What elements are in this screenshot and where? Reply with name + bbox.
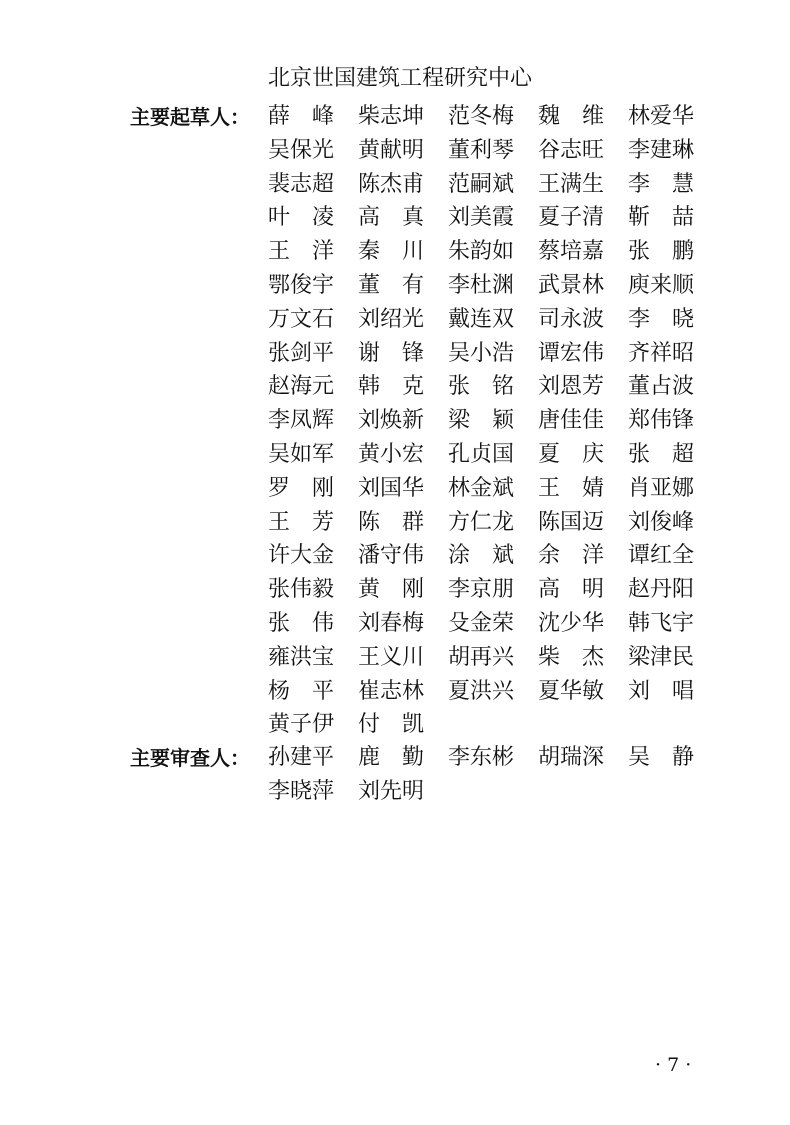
drafter-name: 林金斌 (448, 475, 514, 501)
drafters-list (268, 100, 718, 742)
drafters-label: 主要起草人： (130, 105, 250, 129)
drafter-name: 刘 唱 (628, 678, 694, 704)
drafter-name: 刘美霞 (448, 205, 514, 231)
reviewers-list (268, 741, 718, 809)
drafter-name: 张 超 (628, 441, 694, 467)
drafter-name: 黄献明 (358, 137, 424, 163)
drafter-name: 陈国迈 (538, 509, 604, 535)
reviewer-name: 胡瑞深 (538, 745, 604, 770)
drafter-name: 李 慧 (628, 171, 694, 197)
drafter-name: 赵海元 (268, 374, 334, 400)
drafter-name: 梁津民 (628, 644, 694, 670)
drafter-name: 李 晓 (628, 306, 694, 332)
drafter-name: 林爱华 (628, 104, 694, 129)
drafter-name: 梁 颖 (448, 408, 514, 434)
drafter-name: 罗 刚 (268, 475, 334, 501)
drafter-name: 唐佳佳 (538, 408, 604, 434)
drafter-name: 陈 群 (358, 509, 424, 535)
reviewer-name: 鹿 勤 (358, 745, 424, 770)
drafter-name: 鄂俊宇 (268, 272, 334, 298)
drafter-name: 董 有 (358, 272, 424, 298)
drafter-name: 朱韵如 (448, 239, 514, 265)
drafter-name: 司永波 (538, 306, 604, 332)
reviewer-name: 吴 静 (628, 745, 694, 770)
drafter-name: 王 洋 (268, 239, 334, 265)
drafter-name: 肖亚娜 (628, 475, 694, 501)
drafter-name: 吴保光 (268, 137, 334, 163)
drafter-name: 韩飞宇 (628, 610, 694, 636)
drafter-name: 万文石 (268, 306, 334, 332)
drafter-name: 涂 斌 (448, 543, 514, 569)
drafter-name: 刘焕新 (358, 408, 424, 434)
page-number: · 7 · (655, 1054, 692, 1076)
drafter-name: 刘绍光 (358, 306, 424, 332)
drafter-name: 庾来顺 (628, 272, 694, 298)
drafter-name: 李杜渊 (448, 272, 514, 298)
drafter-name: 蔡培嘉 (538, 239, 604, 265)
drafter-name: 黄小宏 (358, 441, 424, 467)
drafter-name: 李凤辉 (268, 408, 334, 434)
drafter-name: 杨 平 (268, 678, 334, 704)
drafter-name: 夏子清 (538, 205, 604, 231)
drafter-name: 齐祥昭 (628, 340, 694, 366)
drafter-name: 韩 克 (358, 374, 424, 400)
drafter-name: 王 婧 (538, 475, 604, 501)
drafter-name: 董利琴 (448, 137, 514, 163)
drafter-name: 李京朋 (448, 577, 514, 603)
drafter-name: 郑伟锋 (628, 408, 694, 434)
drafter-name: 许大金 (268, 543, 334, 569)
drafter-name: 吴如军 (268, 441, 334, 467)
drafter-name: 范冬梅 (448, 104, 514, 129)
drafter-name: 夏 庆 (538, 441, 604, 467)
drafter-name: 夏洪兴 (448, 678, 514, 704)
drafter-name: 孔贞国 (448, 441, 514, 467)
drafter-name: 赵丹阳 (628, 577, 694, 603)
drafter-name: 王 芳 (268, 509, 334, 535)
reviewer-name: 刘先明 (358, 778, 424, 804)
drafter-name: 靳 喆 (628, 205, 694, 231)
drafter-name: 李建琳 (628, 137, 694, 163)
drafter-name: 柴 杰 (538, 644, 604, 670)
drafter-name: 刘恩芳 (538, 374, 604, 400)
drafter-name: 方仁龙 (448, 509, 514, 535)
drafter-name: 叶 凌 (268, 205, 334, 231)
drafter-name: 谷志旺 (538, 137, 604, 163)
drafter-name: 秦 川 (358, 239, 424, 265)
drafter-name: 殳金荣 (448, 610, 514, 636)
drafter-name: 武景林 (538, 272, 604, 298)
drafter-name: 付 凯 (358, 712, 424, 738)
drafter-name: 夏华敏 (538, 678, 604, 704)
drafter-name: 高 真 (358, 205, 424, 231)
drafter-name: 崔志林 (358, 678, 424, 704)
drafter-name: 王满生 (538, 171, 604, 197)
drafter-name: 雍洪宝 (268, 644, 334, 670)
drafter-name: 范嗣斌 (448, 171, 514, 197)
drafter-name: 陈杰甫 (358, 171, 424, 197)
drafter-name: 张剑平 (268, 340, 334, 366)
drafter-name: 柴志坤 (358, 104, 424, 129)
drafter-name: 吴小浩 (448, 340, 514, 366)
drafter-name: 张 鹏 (628, 239, 694, 265)
organization-name: 北京世国建筑工程研究中心 (268, 66, 533, 91)
drafter-name: 张 伟 (268, 610, 334, 636)
drafter-name: 薛 峰 (268, 104, 334, 129)
drafter-name: 董占波 (628, 374, 694, 400)
reviewers-label: 主要审查人： (130, 746, 250, 770)
drafter-name: 高 明 (538, 577, 604, 603)
reviewer-name: 孙建平 (268, 745, 334, 770)
drafter-name: 黄 刚 (358, 577, 424, 603)
drafter-name: 魏 维 (538, 104, 604, 129)
drafter-name: 刘国华 (358, 475, 424, 501)
drafter-name: 胡再兴 (448, 644, 514, 670)
drafter-name: 谭宏伟 (538, 340, 604, 366)
drafter-name: 王义川 (358, 644, 424, 670)
drafter-name: 余 洋 (538, 543, 604, 569)
drafter-name: 潘守伟 (358, 543, 424, 569)
reviewer-name: 李晓萍 (268, 778, 334, 804)
drafter-name: 裴志超 (268, 171, 334, 197)
drafter-name: 张 铭 (448, 374, 514, 400)
drafter-name: 刘春梅 (358, 610, 424, 636)
drafter-name: 谭红全 (628, 543, 694, 569)
drafter-name: 刘俊峰 (628, 509, 694, 535)
drafter-name: 黄子伊 (268, 712, 334, 738)
drafter-name: 沈少华 (538, 610, 604, 636)
drafter-name: 张伟毅 (268, 577, 334, 603)
drafter-name: 谢 锋 (358, 340, 424, 366)
drafter-name: 戴连双 (448, 306, 514, 332)
reviewer-name: 李东彬 (448, 745, 514, 770)
